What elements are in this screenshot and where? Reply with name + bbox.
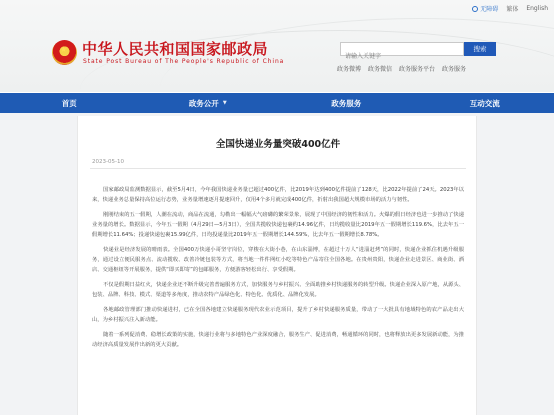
article-paragraph: 不仅是假期日益红火，快递企业还不断升级完善普遍服务方式，加快服务与乡村振兴、全面助推乡村快递服务的转型升级。快递企业深入原产地，从源头、包装、品牌、科技、模式、渠道等多角度，推动农特产品绿色化、特色化、优质化、品牌化发展。 xyxy=(92,282,464,298)
article-paragraph: 各地邮政管理部门推动快递进村，已在全国各地建立快递服务现代农业示范项目，提升了乡村快递服务质量，带动了一大批具有地域特色的农产品走出大山，为乡村振兴注入新动能。 xyxy=(92,307,464,323)
main-nav xyxy=(0,93,554,113)
nav-item-government-services[interactable] xyxy=(277,93,416,113)
search-button[interactable]: 搜索 xyxy=(464,42,496,56)
accessibility-link[interactable] xyxy=(472,4,498,13)
quick-link-weibo[interactable]: 政务微博 xyxy=(337,66,362,73)
traditional-chinese-link[interactable]: 繁体 xyxy=(506,6,519,13)
article-divider xyxy=(90,168,466,169)
nav-item-home[interactable] xyxy=(0,93,139,113)
chevron-down-icon: ▼ xyxy=(222,100,227,106)
article-date: 2023-05-10 xyxy=(92,159,124,165)
nav-item-label: 政务公开 xyxy=(188,98,219,108)
accessibility-label: 无障碍 xyxy=(480,6,499,13)
article-meta xyxy=(92,159,134,165)
article-paragraph: 刚刚结束的五一假期，人潮在流动，商品在流通，勾勒出一幅幅大气磅礴的繁荣景象，展现了中国经济的韧性和活力。火爆的假日经济也进一步推动了快递业务量的增长。数据显示，今年五一假期（4月29日—5月3日），全国共揽收快递包裹约14.96亿件，日均揽收量比2019年五一假期增长119.6%，比去年五一假期增长11.64%；投递快递包裹15.99亿件，日均投递量比2019年五一假期增长144.59%，比去年五一假期增长8.78%。 xyxy=(92,212,464,238)
header-banner xyxy=(0,0,554,92)
quick-links xyxy=(337,64,466,73)
nav-item-label: 互动交流 xyxy=(469,98,500,108)
article xyxy=(77,116,477,415)
nav-item-label: 政务服务 xyxy=(331,98,362,108)
nav-item-label: 首页 xyxy=(61,98,77,108)
article-paragraph: 国家邮政局监测数据显示，截至5月4日，今年我国快递业务量已超过400亿件，比2019年达到400亿件提前了128天，比2022年提前了24天。2023年以来，快递业务总量保持高位运行态势，业务量增速逐月提速回升，仅用4个多月就完成400亿件，折射出我国超大规模市场的活力与韧性。 xyxy=(92,187,464,203)
quick-link-service-platform[interactable]: 政务服务平台 xyxy=(399,66,436,73)
accessibility-icon xyxy=(472,6,478,12)
quick-link-service[interactable]: 政务服务 xyxy=(442,66,467,73)
search-box xyxy=(340,42,464,56)
site-title[interactable]: 中华人民共和国国家邮政局 xyxy=(82,40,269,58)
top-links xyxy=(472,4,548,13)
article-paragraph: 快递业是经济发展的晴雨表。全国400万快递小哥坚守岗位，穿梭在大街小巷，在山东淄博，在超过十万人“进淄赶烤”的同时，快递企业抓住机遇升级服务，通过设立便民服务点、流动揽收、改善冷链包装等方式，将当地一件件网红小吃等特色产品寄往全国各地。在贵州贵阳，快递企业走进景区、商业街、酒店、交通枢纽等开展服务，提供“即买即寄”的包邮服务，方便游客轻松出行、享受假期。 xyxy=(92,247,464,273)
article-paragraph: 随着一系列促消费、稳增长政策的实施，快递行业将与多地特色产业深度融合，服务生产、促进消费，畅通循环的同时，也将释放出更多发展新动能，为推动经济高质量发展作出新的更大贡献。 xyxy=(92,332,464,348)
article-body xyxy=(92,185,464,355)
nav-item-government-affairs[interactable] xyxy=(139,93,278,113)
nav-item-interaction[interactable] xyxy=(416,93,554,113)
quick-link-wechat[interactable]: 政务微信 xyxy=(368,66,393,73)
article-title: 全国快递业务量突破400亿件 xyxy=(215,139,341,150)
emblem-star-icon: ★ xyxy=(60,45,68,54)
english-link[interactable]: English xyxy=(526,5,548,12)
site-subtitle: State Post Bureau of The People's Republic of China xyxy=(83,58,285,65)
search-input[interactable] xyxy=(341,51,463,63)
national-emblem-icon xyxy=(52,40,77,65)
